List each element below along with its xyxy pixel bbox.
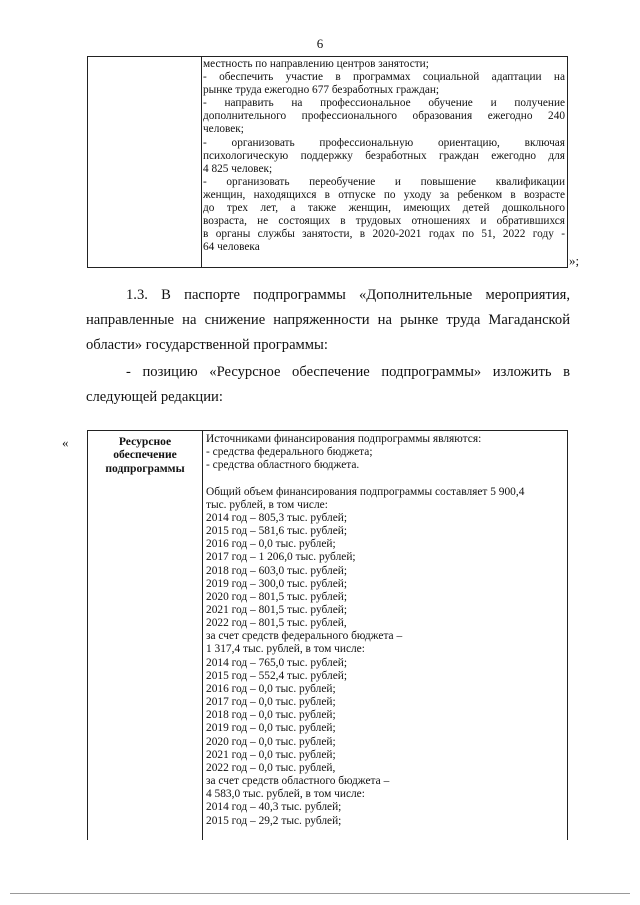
continuation-line: психологическую поддержку безработных граждан ежегодно для (203, 149, 565, 162)
resource-table (87, 430, 568, 840)
resource-label-cell (88, 431, 203, 840)
resource-line: 2016 год – 0,0 тыс. рублей; (206, 682, 336, 695)
resource-line: 2015 год – 29,2 тыс. рублей; (206, 814, 342, 827)
instruction-paragraph (86, 360, 570, 410)
page-bottom-rule (10, 893, 630, 894)
continuation-label-cell (88, 57, 202, 267)
continuation-table (87, 56, 568, 268)
resource-line: за счет средств областного бюджета – (206, 775, 390, 788)
continuation-line: рынке труда ежегодно 677 безработных граждан; (203, 84, 440, 97)
continuation-line: - организовать переобучение и повышение квалификации (203, 175, 565, 188)
resource-line: 2018 год – 0,0 тыс. рублей; (206, 709, 336, 722)
paragraph-line: следующей редакции: (86, 389, 223, 405)
resource-line: 2016 год – 0,0 тыс. рублей; (206, 538, 336, 551)
resource-line: 1 317,4 тыс. рублей, в том числе: (206, 643, 365, 656)
resource-line: 2015 год – 581,6 тыс. рублей; (206, 525, 348, 538)
resource-line: 2017 год – 1 206,0 тыс. рублей; (206, 551, 356, 564)
continuation-line: - направить на профессиональное обучение и получение (203, 97, 565, 110)
continuation-line: 64 человека (203, 241, 260, 254)
resource-line: - средства областного бюджета. (206, 459, 360, 472)
continuation-line: возраста, не состоящих в трудовых отношениях и обратившихся (203, 215, 565, 228)
resource-line: за счет средств федерального бюджета – (206, 630, 403, 643)
paragraph-line: направленные на снижение напряженности на рынке труда Магаданской (86, 312, 570, 328)
resource-line: Общий объем финансирования подпрограммы составляет 5 900,4 (206, 485, 525, 498)
resource-line: 2019 год – 300,0 тыс. рублей; (206, 577, 348, 590)
resource-line: 2015 год – 552,4 тыс. рублей; (206, 669, 348, 682)
paragraph-line: - позицию «Ресурсное обеспечение подпрограммы» изложить в (126, 364, 570, 380)
page-number: 6 (316, 36, 324, 51)
continuation-line: женщин, находящихся в отпуске по уходу за ребенком в возрасте (203, 188, 565, 201)
paragraph-line: области» государственной программы: (86, 337, 328, 353)
continuation-line: - обеспечить участие в программах социальной адаптации на (203, 71, 565, 84)
resource-line: 2022 год – 801,5 тыс. рублей, (206, 617, 347, 630)
resource-content-cell (206, 433, 563, 828)
continuation-line: местность по направлению центров занятости; (203, 58, 429, 70)
closing-quote: »; (569, 253, 580, 268)
resource-line (206, 472, 563, 485)
resource-line: 2022 год – 0,0 тыс. рублей, (206, 761, 336, 774)
resource-line: 4 583,0 тыс. рублей, в том числе: (206, 788, 365, 801)
continuation-text-cell (203, 58, 565, 254)
continuation-line: 4 825 человек; (203, 162, 273, 175)
resource-line: 2014 год – 40,3 тыс. рублей; (206, 801, 342, 814)
resource-line: 2018 год – 603,0 тыс. рублей; (206, 564, 348, 577)
continuation-line: до трех лет, а также женщин, имеющих детей дошкольного (203, 202, 565, 215)
continuation-line: дополнительного профессионального образования ежегодно 240 (203, 110, 565, 123)
resource-line: 2019 год – 0,0 тыс. рублей; (206, 722, 336, 735)
amendment-paragraph (86, 283, 570, 358)
resource-line: 2020 год – 0,0 тыс. рублей; (206, 735, 336, 748)
resource-line: - средства федерального бюджета; (206, 446, 373, 459)
resource-line: 2020 год – 801,5 тыс. рублей; (206, 590, 348, 603)
resource-line: 2017 год – 0,0 тыс. рублей; (206, 696, 336, 709)
resource-line: 2021 год – 801,5 тыс. рублей; (206, 604, 348, 617)
continuation-line: - организовать профессиональную ориентацию, включая (203, 136, 565, 149)
continuation-line: в органы службы занятости, в 2020-2021 годах по 51, 2022 году - (203, 228, 565, 241)
paragraph-line: 1.3. В паспорте подпрограммы «Дополнительные мероприятия, (126, 287, 570, 303)
resource-line: тыс. рублей, в том числе: (206, 498, 328, 511)
opening-quote: « (62, 435, 69, 450)
resource-line: Источниками финансирования подпрограммы являются: (206, 433, 482, 445)
continuation-line: человек; (203, 123, 244, 136)
resource-line: 2021 год – 0,0 тыс. рублей; (206, 748, 336, 761)
resource-label: Ресурсное обеспечение подпрограммы (105, 435, 185, 475)
resource-line: 2014 год – 765,0 тыс. рублей; (206, 656, 348, 669)
resource-line: 2014 год – 805,3 тыс. рублей; (206, 511, 348, 524)
